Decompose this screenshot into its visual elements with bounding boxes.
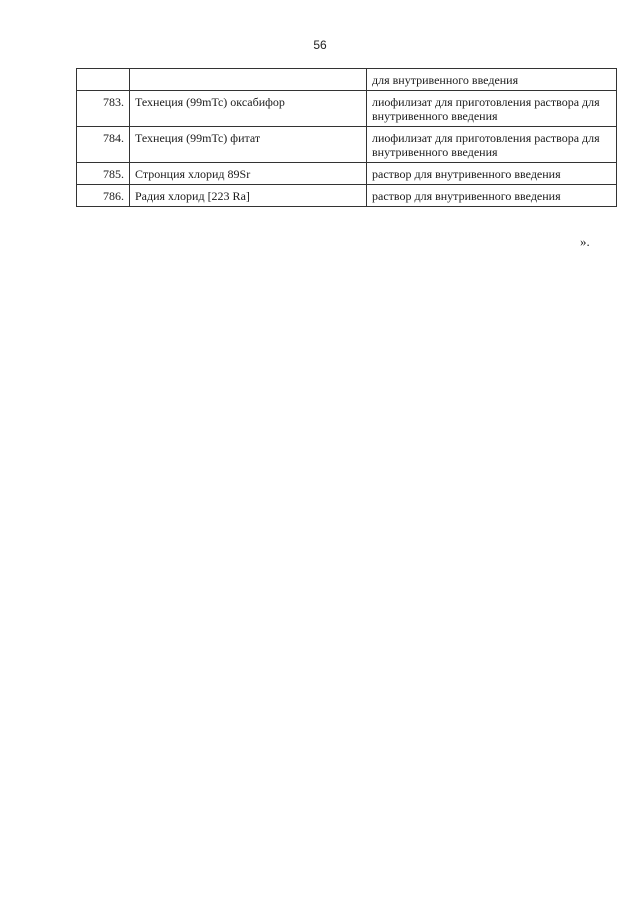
table-row bbox=[77, 163, 617, 185]
dosage-form: раствор для внутривенного введения bbox=[367, 185, 617, 207]
dosage-form: лиофилизат для приготовления раствора для внутривенного введения bbox=[367, 127, 617, 163]
drug-name: Стронция хлорид 89Sr bbox=[130, 163, 367, 185]
drug-name: Технеция (99mTc) фитат bbox=[130, 127, 367, 163]
drug-name: Технеция (99mTc) оксабифор bbox=[130, 91, 367, 127]
drug-name: Радия хлорид [223 Ra] bbox=[130, 185, 367, 207]
table-row bbox=[77, 185, 617, 207]
page-number: 56 bbox=[313, 38, 327, 52]
closing-quote-mark: ». bbox=[580, 234, 590, 249]
dosage-form: лиофилизат для приготовления раствора для внутривенного введения bbox=[367, 91, 617, 127]
drug-name bbox=[130, 69, 367, 91]
table-row bbox=[77, 69, 617, 91]
row-number: 786. bbox=[77, 185, 130, 207]
row-number bbox=[77, 69, 130, 91]
table-row bbox=[77, 127, 617, 163]
dosage-form: раствор для внутривенного введения bbox=[367, 163, 617, 185]
row-number: 785. bbox=[77, 163, 130, 185]
row-number: 784. bbox=[77, 127, 130, 163]
table-row bbox=[77, 91, 617, 127]
medication-table bbox=[76, 68, 617, 207]
dosage-form: для внутривенного введения bbox=[367, 69, 617, 91]
row-number: 783. bbox=[77, 91, 130, 127]
